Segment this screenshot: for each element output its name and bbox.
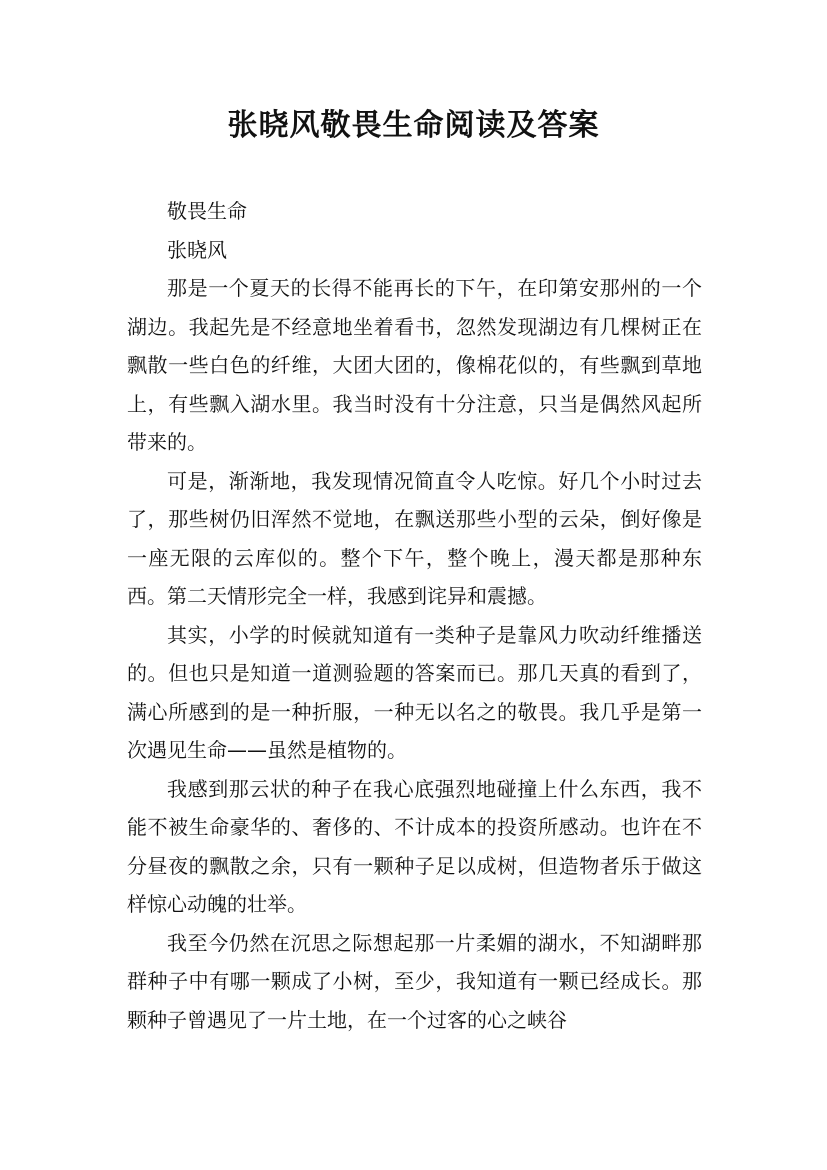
paragraph: 可是，渐渐地，我发现情况简直令人吃惊。好几个小时过去了，那些树仍旧浑然不觉地，在飘送那些小型的云朵，倒好像是一座无限的云库似的。整个下午，整个晚上，漫天都是那种东西。第二天情形完全一样，我感到诧异和震撼。 xyxy=(127,468,702,608)
document-body xyxy=(127,192,702,1039)
paragraph: 那是一个夏天的长得不能再长的下午，在印第安那州的一个湖边。我起先是不经意地坐着看书，忽然发现湖边有几棵树正在飘散一些白色的纤维，大团大团的，像棉花似的，有些飘到草地上，有些飘入湖水里。我当时没有十分注意，只当是偶然风起所带来的。 xyxy=(127,276,702,454)
essay-author: 张晓风 xyxy=(167,237,227,262)
paragraph: 我感到那云状的种子在我心底强烈地碰撞上什么东西，我不能不被生命豪华的、奢侈的、不计成本的投资所感动。也许在不分昼夜的飘散之余，只有一颗种子足以成树，但造物者乐于做这样惊心动魄的壮举。 xyxy=(127,776,702,916)
document-title: 张晓风敬畏生命阅读及答案 xyxy=(227,108,600,143)
essay-title: 敬畏生命 xyxy=(167,199,247,223)
paragraph: 我至今仍然在沉思之际想起那一片柔媚的湖水，不知湖畔那群种子中有哪一颗成了小树，至少，我知道有一颗已经成长。那颗种子曾遇见了一片土地，在一个过客的心之峡谷 xyxy=(127,930,702,1032)
paragraph: 其实，小学的时候就知道有一类种子是靠风力吹动纤维播送的。但也只是知道一道测验题的答案而已。那几天真的看到了，满心所感到的是一种折服，一种无以名之的敬畏。我几乎是第一次遇见生命——虽然是植物的。 xyxy=(127,622,702,762)
